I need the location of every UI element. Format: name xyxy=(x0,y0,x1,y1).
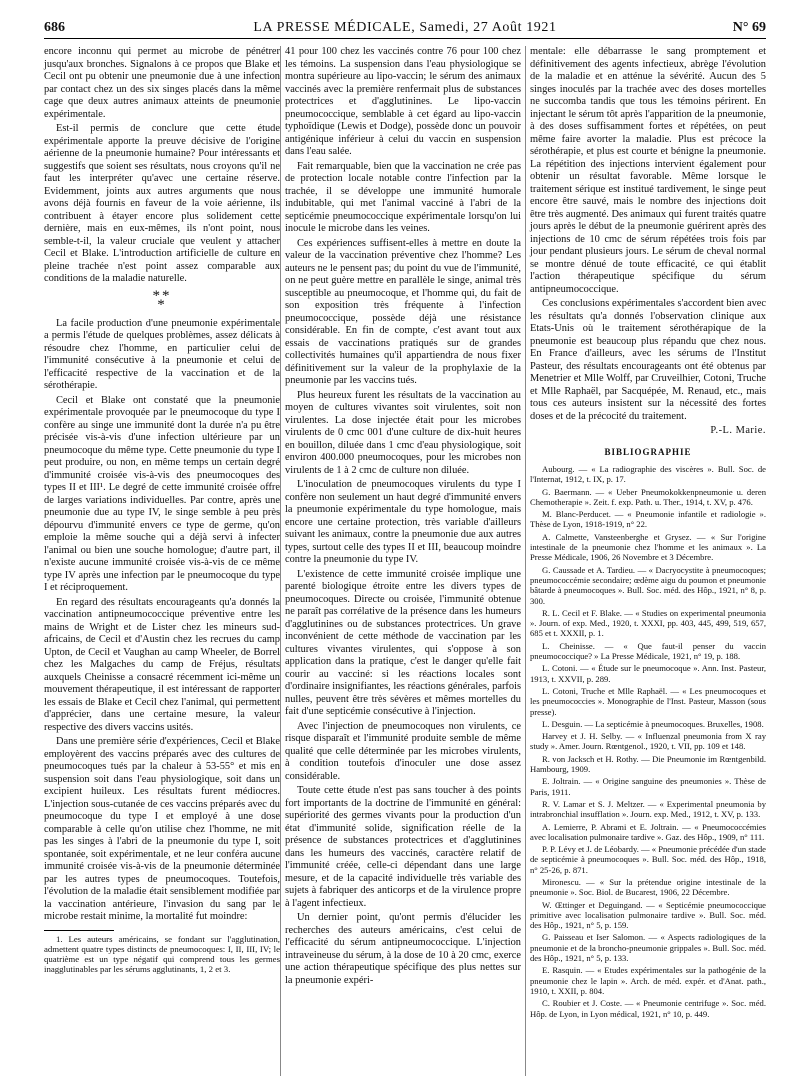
bibliography-entry: A. Lemierre, P. Abrami et E. Joltrain. — « Pneumococcémies avec localisation pulmonaire tardive ». Gaz. des Hôp., 1909, n° 111. xyxy=(530,821,766,842)
bibliography-entry: Aubourg. — « La radiographie des viscères ». Bull. Soc. de l'Internat, 1912, t. IX, p. 17. xyxy=(530,464,766,485)
bibliography-entry: R. L. Cecil et F. Blake. — « Studies on experimental pneumonia ». Journ. of exp. Med., 1920, t. XXXI, pp. 403, 445, 499, 519, 657, 685 et t. XXXII, p. 1. xyxy=(530,607,766,639)
paragraph: En regard des résultats encourageants qu'a donnés la vaccination antipneumococcique préventive entre les mains de Wright et de Lister chez les mineurs sud-africains, de Cecil et d'Austin chez les recrues du camp Upton, de Cecil et Vaughan au camp Wheeler, de Borrel chez les Malgaches du camp de Fréjus, résultats auxquels Cheinisse a consacré récemment ici-même un mouvement thérapeutique, il est intéressant de rapporter les essais de Blake et Cecil chez l'animal, qui permettent d'apprécier, dans une certaine mesure, la valeur respective des divers vaccins usités. xyxy=(44,596,280,733)
bibliography-entry: R. V. Lamar et S. J. Meltzer. — « Experimental pneumonia by intrabronchial insufflation ». Journ. exp. Med., 1912, t. XV, p. 133. xyxy=(530,798,766,820)
paragraph: Fait remarquable, bien que la vaccination ne crée pas de protection locale notable contre l'infection par la trachée, il se développe une immunité humorale indubitable, qui met l'animal vacciné à l'abri de la septicémie pneumococcique expérimentale lorsqu'on lui inocule le microbe dans les veines. xyxy=(285,160,521,234)
bibliography-entry: L. Cotoni, Truche et Mlle Raphaël. — « Les pneumocoques et les pneumococcies ». Monographie de l'Inst. Pasteur, Masson (sous presse). xyxy=(530,685,766,717)
paragraph: Ces conclusions expérimentales s'accordent bien avec les résultats qu'a donnés l'observation clinique aux Etats-Unis où le traitement sérothérapique de la pneumonie est beaucoup plus répandu que chez nous. En France d'ailleurs, avec les sérums de l'Institut Pasteur, des résultats encourageants ont été obtenus par Menetrier et Mlle Wolff, par Cruveilhier, Cotoni, Truche et Mlle Raphaël, par Sacquépée, M. Renaud, etc., mais tous ces auteurs insistent sur la nécessité des fortes doses et de la précocité du traitement. xyxy=(530,298,766,422)
bibliography-entry: P. P. Lévy et J. de Léobardy. — « Pneumonie précédée d'un stade de septicémie à pneumocoques ». Bull. Soc. méd. des Hôp., 1918, n° 25-26, p. 871. xyxy=(530,844,766,875)
paragraph: Plus heureux furent les résultats de la vaccination au moyen de cultures vivantes soit virulentes, soit non virulentes. La dose injectée était pour les microbes virulents de 0 cmc 001 d'une culture de dix-huit heures en bouillon, diluée dans 1 cmc d'eau physiologique, soit environ 400.000 pneumocoques, pour les microbes non virulents de 1 à 2 cmc de culture non diluée. xyxy=(285,389,521,476)
bibliography-title: BIBLIOGRAPHIE xyxy=(604,446,692,457)
paragraph: Ces expériences suffisent-elles à mettre en doute la valeur de la vaccination préventive chez l'homme? Les auteurs ne le pensent pas; du point du vue de l'immunité, on ne peut guère mettre en parallèle le singe, animal très susceptible au pneumocoque, et l'homme qui, du fait de son exposition très fréquente à l'infection pneumococcique, possède déjà une résistance considérable. En fin de compte, c'est avant tout aux essais de vaccinations pratiqués sur de grandes collectivités humaines qu'il appartiendra de nous fixer définitivement sur la valeur de la prophylaxie de la pneumonie par les vaccins tués. xyxy=(285,237,521,386)
bibliography-entry: G. Paisseau et Iser Salomon. — « Aspects radiologiques de la pneumonie et de la broncho-pneumonie grippales ». Bull. Soc. méd. des Hôp., 1921, n° 5, p. 133. xyxy=(530,932,766,964)
bibliography-entry: L. Cheinisse. — « Que faut-il penser du vaccin pneumococcique? » La Presse Médicale, 1921, n° 19, p. 188. xyxy=(530,640,766,662)
paragraph: Dans une première série d'expériences, Cecil et Blake employèrent des vaccins préparés avec des cultures de pneumocoques tués par la chaleur à 53-55° et mis en suspension soit dans l'eau physiologique, soit dans un excipient huileux. Les résultats furent médiocres. L'injection sous-cutanée de ces vaccins préparés avec du pneumocoque du type I et employé à une dose comparable à celle qu'on utilise chez l'homme, ne mit pas les singes à l'abri de la pneumonie du type I, soit spontanée, soit expérimentale, et ne leur conféra aucune immunité croisée vis-à-vis de la pneumonie déterminée par les autres types de pneumocoques. Toutefois, l'évolution de la maladie était sensiblement modifiée par la vaccination antérieure, l'invasion du sang par le microbe restait minime, la mortalité fut moindre: xyxy=(44,736,280,922)
bibliography-entry: W. Œttinger et Deguingand. — « Septicémie pneumococcique primitive avec localisation pulmonaire tardive ». Bull. Soc. méd. des Hôp., 1921, n° 5, p. 159. xyxy=(530,899,766,931)
bibliography-entry: G. Baermann. — « Ueber Pneumokokkenpneumonie u. deren Chemotherapie ». Zeit. f. exp. Path. u. Ther., 1914, t. XV, p. 476. xyxy=(530,486,766,507)
column-1 xyxy=(44,46,280,976)
paragraph: Avec l'injection de pneumocoques non virulents, ce risque disparaît et l'immunité produite semble de même qualité que celle déterminée par les microbes virulents, à condition toutefois d'inoculer une dose assez considérable. xyxy=(285,720,521,782)
column-divider xyxy=(280,46,281,1076)
issue-number: N° 69 xyxy=(732,20,766,35)
paragraph: 41 pour 100 chez les vaccinés contre 76 pour 100 chez les témoins. La suspension dans l'eau physiologique se montra supérieure au lipo-vaccin; le sérum des animaux vaccinés avec la première renfermait plus de substances protectrices et d'agglutinines. Le lipo-vaccin pneumococcique, semblable à cet égard au lipo-vaccin typhoïdique (Lewis et Dodge), possède donc un pouvoir antigénique inférieur à celui du vaccin en suspension dans l'eau salée. xyxy=(285,46,521,157)
paragraph: encore inconnu qui permet au microbe de pénétrer jusqu'aux bronches. Signalons à ce propos que Blake et Cecil ont pu obtenir une pneumonie due à une infection par contact chez un des six singes placés dans la même cage que deux autres animaux atteints de pneumonie expérimentale. xyxy=(44,46,280,120)
column-3 xyxy=(530,46,766,1021)
bibliography-entry: L. Cotoni. — « Étude sur le pneumocoque ». Ann. Inst. Pasteur, 1913, t. XXVII, p. 289. xyxy=(530,663,766,684)
paragraph: mentale: elle débarrasse le sang promptement et définitivement des agents infectieux, abrège l'évolution de la maladie et en atténue la sévérité. Aucun des 5 singes inoculés par la trachée avec des doses mortelles ne succomba tandis que tous les témoins périrent. En injectant le sérum tôt après l'apparition de la pneumonie, à des doses suffisamment fortes et répétées, on peut même faire avorter la maladie. Plus est précoce la sérothérapie, et plus est courte et bénigne la pneumonie. La répétition des injections intervient également pour obtenir un résultat favorable. Même lorsque le traitement sérique est institué tardivement, le singe peut encore être sauvé, mais le nombre des injections doit être très augmenté. Des animaux qui furent traités quatre jours après le début de la pneumonie guérirent après des injections de 10 cmc de sérum répétées trois fois par jour pendant plusieurs jours. Le sérum de cheval normal se montre dénué de toute efficacité, ce qui établit l'action thérapeutique spécifique du sérum antipneumococcique. xyxy=(530,46,766,295)
paragraph: La facile production d'une pneumonie expérimentale a permis l'étude de quelques problèmes, assez délicats à résoudre chez l'homme, en particulier celui de l'immunité consécutive à la pneumonie et celui de l'efficacité respective de la vaccination et de la sérothérapie. xyxy=(44,317,280,391)
author-signature: P.-L. Marie. xyxy=(710,425,766,436)
footnote-rule xyxy=(44,930,114,931)
column-divider xyxy=(525,46,526,1076)
bibliography-entry: Mironescu. — « Sur la prétendue origine intestinale de la pneumonie ». Soc. Biol. de Bucarest, 1906, 22 Décembre. xyxy=(530,876,766,898)
paragraph: L'existence de cette immunité croisée implique une parenté biologique étroite entre les divers types de pneumocoques. Directe ou croisée, l'immunité obtenue ne paraît pas corrélative de la présence dans les humeurs d'agglutinines ou de substances protectrices. Un grave inconvénient de cette méthode de vaccination par les cultures vivantes virulentes, qui s'oppose à son application dans la pratique, c'est le danger qu'elle fait courir au vacciné: si les réactions locales sont d'ordinaire insignifiantes, les réactions générales, parfois nulles, peuvent être très sévères et mêmes mortelles du fait d'une septicémie consécutive à l'injection. xyxy=(285,568,521,717)
paragraph: Est-il permis de conclure que cette étude expérimentale apporte la preuve décisive de l'origine aérienne de la pneumonie humaine? Pour intéressants et suggestifs que soient ses résultats, nous croyons qu'il ne faut les interpréter qu'avec une certaine réserve. Evidemment, joints aux autres arguments que nous avons déjà fournis en faveur de la voie aérienne, ils contribuent à étayer encore plus solidement cette dernière, mais en eux-mêmes, ils n'ont point, nous semble-t-il, la valeur cruciale que veulent y attacher Cecil et Blake. L'introduction artificielle de culture en pleine trachée n'est point assez comparable aux conditions de la maladie naturelle. xyxy=(44,123,280,284)
bibliography-entry: L. Desguin. — La septicémie à pneumocoques. Bruxelles, 1908. xyxy=(542,718,764,729)
paragraph: Toute cette étude n'est pas sans toucher à des points fort importants de la doctrine de l'immunité en général: supériorité des germes vivants pour la production d'un état d'immunité solide, signification réelle de la présence de substances protectrices et d'agglutinines dans les humeurs des vaccinés, caractère relatif de l'immunité créée, celle-ci dépendant dans une large mesure, et de la capacité individuelle très variable des sujets à fabriquer des anticorps et de la virulence propre à l'agent infectieux. xyxy=(285,785,521,909)
bibliography-entry: Harvey et J. H. Selby. — « Influenzal pneumonia from X ray study ». Amer. Journ. Rœntgenol., 1920, t. VII, pp. 109 et 148. xyxy=(530,731,766,752)
bibliography-entry: C. Roubier et J. Coste. — « Pneumonie centrifuge ». Soc. méd. Hôp. de Lyon, in Lyon médical, 1921, n° 10, p. 449. xyxy=(530,998,766,1019)
bibliography-list xyxy=(530,464,766,1019)
bibliography-entry: M. Blanc-Perducet. — « Pneumonie infantile et radiologie ». Thèse de Lyon, 1918-1919, n° 22. xyxy=(530,509,766,530)
section-separator: ** * xyxy=(152,287,172,313)
paragraph: Un dernier point, qu'ont permis d'élucider les recherches des auteurs américains, c'est celui de l'efficacité du sérum antipneumococcique. L'injection intraveineuse du sérum, à la dose de 10 à 20 cmc, exerce une action thérapeutique spécifique des plus nettes sur la pneumonie expéri- xyxy=(285,912,521,986)
bibliography-entry: E. Rasquin. — « Etudes expérimentales sur la pathogénie de la pneumonie chez le lapin ». Arch. de méd. expér. et d'Anat. path., 1910, t. XXII, p. 804. xyxy=(530,965,766,996)
column-2 xyxy=(285,46,521,989)
page-number: 686 xyxy=(44,20,65,35)
footnote: 1. Les auteurs américains, se fondant sur l'agglutination, admettent quatre types distincts de pneumocoques: I, II, III, IV; le quatrième est un type négatif qui comprend tous les germes inagglutinables par les sérums agglutinants, 1, 2 et 3. xyxy=(44,933,280,975)
journal-title: LA PRESSE MÉDICALE, Samedi, 27 Août 1921 xyxy=(253,20,557,35)
bibliography-entry: R. von Jacksch et H. Rothy. — Die Pneumonie im Rœntgenbild. Hambourg, 1909. xyxy=(530,753,766,775)
page-header xyxy=(44,14,766,39)
paragraph: Cecil et Blake ont constaté que la pneumonie expérimentale provoquée par le pneumocoque du type I confère au singe une immunité dont la durée n'a pu être précisée vis-à-vis d'une infection ultérieure par un pneumocoque du même type. Cette pneumonie du type I peut produire, ou non, en même temps un certain degré d'immunité croisée vis-à-vis des pneumocoques des types II et III¹. Le degré de cette immunité croisée offre de larges variations individuelles. Par contre, après une pneumonie due au type IV, le singe semble à peu près dépourvu d'immunité envers ce type de germe, qu'on emploie la même souche qui a déjà servi à infecter l'animal ou bien une souche homologue; d'autre part, il n'existe aucune immunité croisée vis-à-vis de ce même type IV après une infection par le pneumocoque du type I et réciproquement. xyxy=(44,394,280,593)
bibliography-entry: G. Caussade et A. Tardieu. — « Dacryocystite à pneumocoques; pneumococcémie secondaire; œdème aigu du poumon et pneumonie bâtarde à pneumocoques ». Bull. Soc. méd. des Hôp., 1921, n° 8, p. 300. xyxy=(530,564,766,606)
bibliography-entry: E. Joltrain. — « Origine sanguine des pneumonies ». Thèse de Paris, 1911. xyxy=(530,776,766,797)
bibliography-entry: A. Calmette, Vansteenberghe et Grysez. — « Sur l'origine intestinale de la pneumonie chez l'homme et les animaux ». La Presse Médicale, 1906, 26 Novembre et 3 Décembre. xyxy=(530,531,766,563)
paragraph: L'inoculation de pneumocoques virulents du type I confère non seulement un haut degré d'immunité envers la pneumonie expérimentale du type homologue, mais encore une certaine protection, très variable d'ailleurs suivant les animaux, contre la pneumonie due aux autres types, surtout celle des types II et III, beaucoup moindre contre la pneumonie du type IV. xyxy=(285,479,521,565)
